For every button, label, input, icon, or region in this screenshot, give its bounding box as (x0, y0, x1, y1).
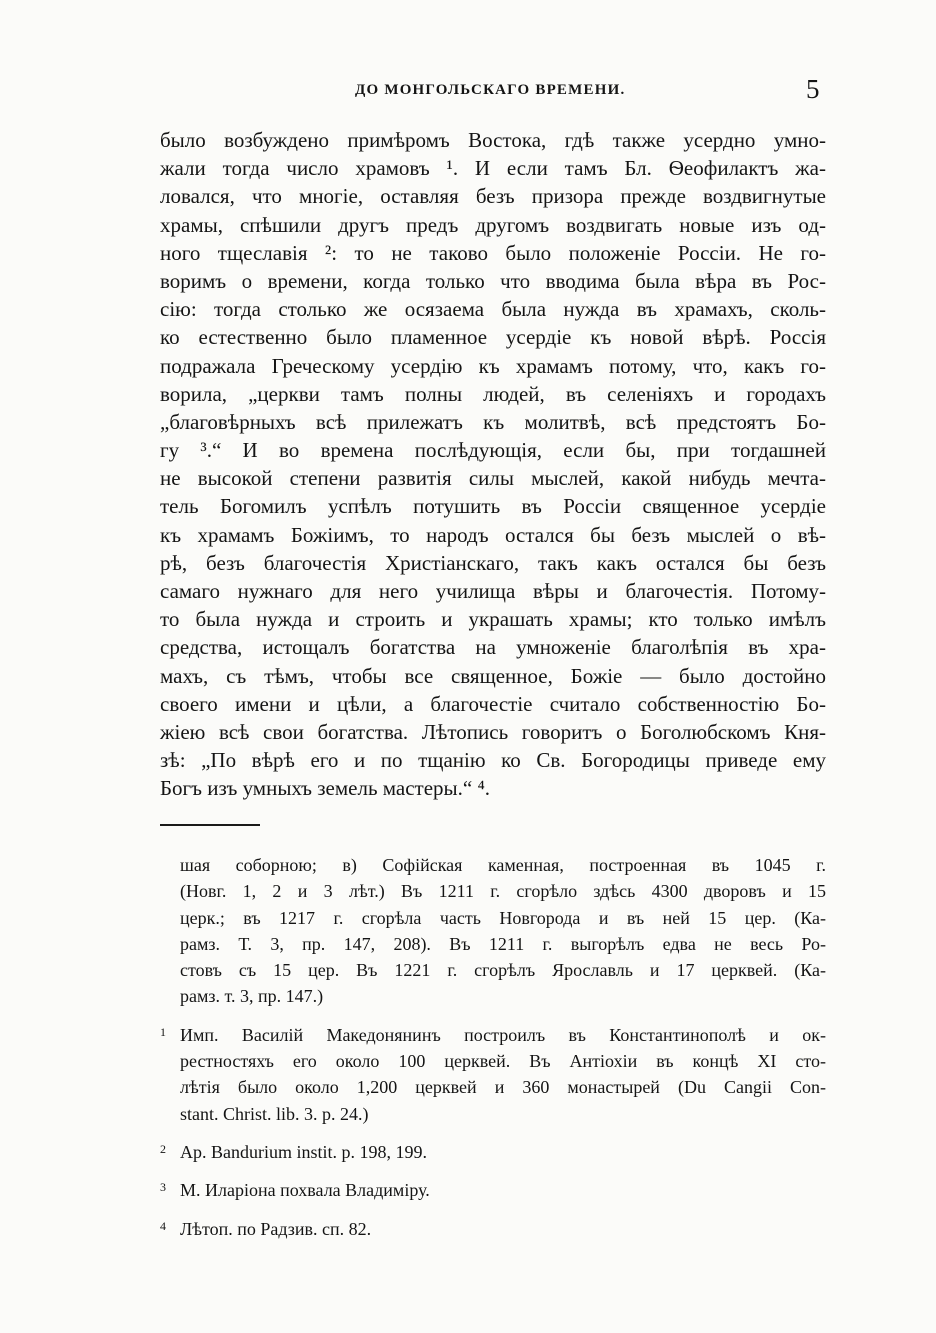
text-line: средства, истощалъ богатства на умноженіе благолѣпія въ хра- (160, 635, 826, 660)
note-line: шая соборною; в) Софійская каменная, построенная въ 1045 г. (180, 855, 826, 875)
footnote-separator-rule (160, 824, 260, 826)
text-line: воримъ о времени, когда только что вводима была вѣра въ Рос- (160, 268, 826, 293)
text-line: зѣ: „По вѣрѣ его и по тщанію ко Св. Богородицы приведе ему (160, 748, 826, 773)
note-line: рестностяхъ его около 100 церквей. Въ Антіохіи въ концѣ XI сто- (180, 1051, 826, 1072)
page-number: 5 (806, 74, 820, 104)
text-line: ворила, „церкви тамъ полны людей, въ селеніяхъ и городахъ (160, 381, 826, 406)
text-line: „благовѣрныхъ всѣ прилежатъ къ молитвѣ, всѣ предстоятъ Бо- (160, 409, 826, 434)
note-line: рамз. т. 3, пр. 147.) (180, 986, 324, 1007)
footnote-mark: 2 (160, 1141, 166, 1156)
text-line: ловался, что многіе, оставляя безъ призора прежде воздвигнутые (160, 184, 826, 209)
text-line: жали тогда число храмовъ ¹. И если тамъ Бл. Ѳеофилактъ жа- (160, 156, 826, 181)
note-line: stant. Christ. lib. 3. p. 24.) (180, 1103, 369, 1124)
text-line: жіею всѣ свои богатства. Лѣтопись говоритъ о Боголюбскомъ Кня- (160, 719, 826, 744)
text-line: сію: тогда столько же осязаема была нужда въ храмахъ, сколь- (160, 297, 826, 322)
note-line: стовъ съ 15 цер. Въ 1221 г. сгорѣлъ Ярославль и 17 церквей. (Ка- (180, 960, 826, 981)
text-line: махъ, съ тѣмъ, чтобы все священное, Божіе — было достойно (160, 663, 826, 688)
text-line: къ храмамъ Божіимъ, то народъ остался бы безъ мыслей о вѣ- (160, 522, 826, 547)
footnote-4 (160, 1216, 826, 1242)
note-line: М. Иларіона похвала Владиміру. (180, 1180, 430, 1201)
footnote-1 (160, 1022, 826, 1127)
text-line: гу ³.“ И во времена послѣдующія, если бы, при тогдашней (160, 438, 826, 463)
footnote-mark: 1 (160, 1024, 166, 1039)
footnote-mark: 4 (160, 1218, 166, 1233)
text-line: не высокой степени развитія силы мыслей, какой нибудь мечта- (160, 466, 826, 491)
note-line: Имп. Василій Македонянинъ построилъ въ Константинополѣ и ок- (180, 1024, 826, 1045)
footnote-continuation (160, 852, 826, 1010)
note-line: рамз. Т. 3, пр. 147, 208). Въ 1211 г. выгорѣлъ едва не весь Ро- (180, 933, 826, 954)
text-line: подражала Греческому усердію къ храмамъ потому, что, какъ го- (160, 353, 826, 378)
note-line: лѣтія было около 1,200 церквей и 360 монастырей (Du Cangii Con- (180, 1077, 826, 1098)
note-line: Лѣтоп. по Радзив. сп. 82. (180, 1218, 372, 1239)
footnote-mark: 3 (160, 1180, 166, 1195)
text-line: своего имени и цѣли, а благочестіе считало собственностію Бо- (160, 691, 826, 716)
running-title: ДО МОНГОЛЬСКАГО ВРЕМЕНИ. (355, 82, 626, 98)
text-line: рѣ, безъ благочестія Христіанскаго, такъ какъ остался бы безъ (160, 550, 826, 575)
footnote-3 (160, 1177, 826, 1203)
note-line: (Новг. 1, 2 и 3 лѣт.) Въ 1211 г. сгорѣло здѣсь 4300 дворовъ и 15 (180, 881, 826, 902)
text-line: Богъ изъ умныхъ земель мастеры.“ ⁴. (160, 776, 491, 801)
text-line: тель Богомилъ успѣлъ потушить въ Россіи священное усердіе (160, 494, 826, 519)
text-line: ного тщеславія ²: то не таково было положеніе Россіи. Не го- (160, 240, 826, 265)
note-line: церк.; въ 1217 г. сгорѣла часть Новгорода и въ ней 15 цер. (Ка- (180, 907, 826, 928)
text-line: то была нужда и строить и украшать храмы; кто только имѣлъ (160, 607, 826, 632)
note-line: Ap. Bandurium instit. p. 198, 199. (180, 1141, 427, 1162)
text-line: храмы, спѣшили другъ предъ другомъ воздвигать новые изъ од- (160, 212, 826, 237)
footnotes-area (160, 852, 826, 1242)
main-text (160, 126, 826, 803)
text-line: самаго нужнаго для него училища вѣры и благочестія. Потому- (160, 579, 826, 603)
text-line: ко естественно было пламенное усердіе къ новой вѣрѣ. Россія (160, 325, 826, 350)
footnote-2 (160, 1139, 826, 1165)
text-line: было возбуждено примѣромъ Востока, гдѣ также усердно умно- (160, 128, 826, 152)
